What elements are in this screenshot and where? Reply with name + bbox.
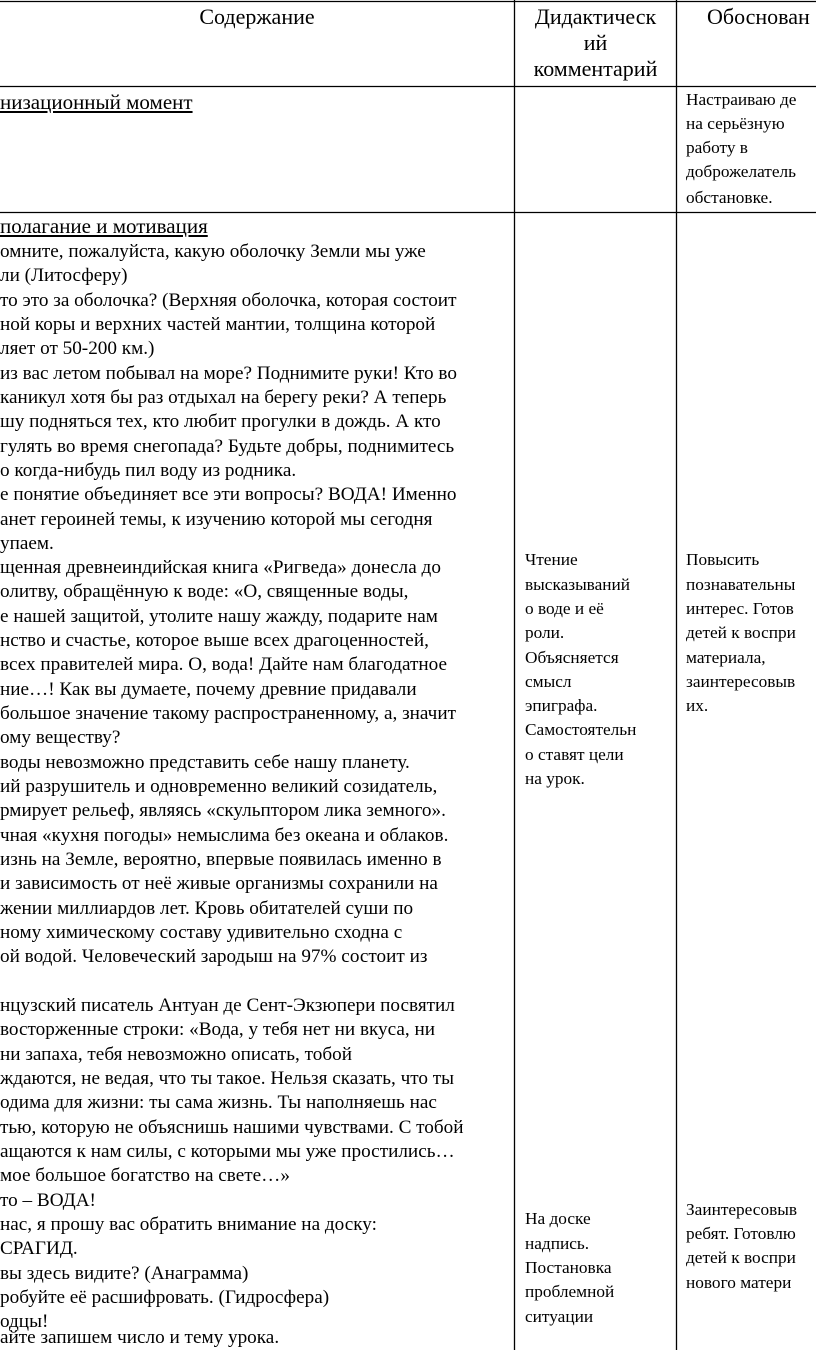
- comment-line: Постановка: [525, 1258, 612, 1277]
- content-line: рмирует рельеф, являясь «скульптором лика земного».: [0, 800, 446, 821]
- content-line: то – ВОДА!: [0, 1190, 96, 1211]
- row1-content: низационный момент: [0, 90, 193, 114]
- comment-line: на урок.: [525, 769, 585, 788]
- header-justification-label: Обоснован: [707, 4, 810, 29]
- content-line: е нашей защитой, утолите нашу жажду, подарите нам: [0, 606, 438, 627]
- row2-title: полагание и мотивация: [0, 214, 208, 238]
- content-line: ждаются, не ведая, что ты такое. Нельзя сказать, что ты: [0, 1068, 455, 1089]
- comment-line: эпиграфа.: [525, 696, 598, 715]
- content-line: изнь на Земле, вероятно, впервые появилась именно в: [0, 849, 442, 870]
- content-line: и зависимость от неё живые организмы сохранили на: [0, 873, 438, 894]
- content-line: айте запишем число и тему урока.: [0, 1327, 280, 1348]
- justification-line: интерес. Готов: [686, 599, 794, 618]
- content-line: восторженные строки: «Вода, у тебя нет ни вкуса, ни: [0, 1019, 436, 1040]
- content-line: одцы!: [0, 1311, 49, 1332]
- header-justification: [677, 4, 816, 30]
- header-didactic-line: комментарий: [533, 56, 658, 81]
- content-line: ни запаха, тебя невозможно описать, тобой: [0, 1044, 352, 1065]
- content-line: ащаются к нам силы, с которыми мы уже простились…: [0, 1141, 455, 1162]
- content-line: нас, я прошу вас обратить внимание на доску:: [0, 1214, 377, 1235]
- content-line: е понятие объединяет все эти вопросы? ВОДА! Именно: [0, 484, 457, 505]
- content-line: нцузский писатель Антуан де Сент-Экзюпери посвятил: [0, 995, 455, 1016]
- content-line: всех правителей мира. О, вода! Дайте нам благодатное: [0, 654, 447, 675]
- comment-line: роли.: [525, 623, 565, 642]
- comment-line: смысл: [525, 672, 572, 691]
- content-line: ому веществу?: [0, 727, 121, 748]
- header-didactic-line: Дидактическ: [534, 4, 657, 29]
- content-line: ние…! Как вы думаете, почему древние придавали: [0, 679, 417, 700]
- header-content-label: Содержание: [199, 4, 315, 29]
- content-line: щенная древнеиндийская книга «Ригведа» донесла до: [0, 557, 441, 578]
- comment-line: проблемной: [525, 1282, 615, 1301]
- content-line: ляет от 50-200 км.): [0, 338, 155, 359]
- content-line: о когда-нибудь пил воду из родника.: [0, 460, 297, 481]
- comment-line: надпись.: [525, 1234, 590, 1253]
- content-line: мое большое богатство на свете…»: [0, 1165, 290, 1186]
- content-line: жении миллиардов лет. Кровь обитателей суши по: [0, 898, 414, 919]
- content-line: ли (Литосферу): [0, 265, 128, 286]
- content-line: то это за оболочка? (Верхняя оболочка, которая состоит: [0, 290, 457, 311]
- content-line: ному химическому составу удивительно сходна с: [0, 922, 403, 943]
- justification-line: материала,: [686, 648, 766, 667]
- row1-justification-line: доброжелатель: [686, 162, 797, 181]
- justification-line: познавательны: [686, 575, 796, 594]
- comment-line: На доске: [525, 1209, 591, 1228]
- row1-justification-line: обстановке.: [686, 188, 773, 207]
- content-line: чная «кухня погоды» немыслима без океана и облаков.: [0, 825, 449, 846]
- content-line: воды невозможно представить себе нашу планету.: [0, 752, 410, 773]
- content-line: омните, пожалуйста, какую оболочку Земли мы уже: [0, 241, 426, 262]
- content-line: робуйте её расшифровать. (Гидросфера): [0, 1287, 330, 1308]
- content-line: из вас летом побывал на море? Поднимите руки! Кто во: [0, 363, 457, 384]
- comment-line: о ставят цели: [525, 745, 624, 764]
- justification-line: детей к воспри: [686, 623, 796, 642]
- content-line: большое значение такому распространенному, а, значит: [0, 703, 456, 724]
- justification-line: нового матери: [686, 1273, 792, 1292]
- content-line: нство и счастье, которое выше всех драгоценностей,: [0, 630, 429, 651]
- comment-line: высказываний: [525, 575, 631, 594]
- header-didactic-line: ий: [583, 30, 608, 55]
- justification-line: Заинтересовыв: [686, 1200, 798, 1219]
- content-line: каникул хотя бы раз отдыхал на берегу реки? А теперь: [0, 387, 447, 408]
- row1-justification-line: работу в: [686, 138, 748, 157]
- content-line: одима для жизни: ты сама жизнь. Ты наполняешь нас: [0, 1092, 437, 1113]
- header-didactic-comment: [515, 4, 676, 82]
- content-line: СРАГИД.: [0, 1238, 78, 1259]
- comment-line: Самостоятельн: [525, 720, 637, 739]
- content-line: тью, которую не объяснишь нашими чувствами. С тобой: [0, 1117, 464, 1138]
- content-line: ий разрушитель и одновременно великий созидатель,: [0, 776, 438, 797]
- comment-line: Чтение: [525, 550, 578, 569]
- content-line: гулять во время снегопада? Будьте добры, поднимитесь: [0, 436, 455, 457]
- row1-justification-line: Настраиваю де: [686, 90, 797, 109]
- content-line: вы здесь видите? (Анаграмма): [0, 1263, 249, 1284]
- content-line: олитву, обращённую к воде: «О, священные воды,: [0, 581, 409, 602]
- justification-line: детей к воспри: [686, 1248, 796, 1267]
- header-content: [0, 4, 514, 30]
- comment-line: о воде и её: [525, 599, 604, 618]
- comment-line: ситуации: [525, 1307, 594, 1326]
- content-line: анет героиней темы, к изучению которой мы сегодня: [0, 509, 433, 530]
- justification-line: заинтересовыв: [686, 672, 796, 691]
- content-line: упаем.: [0, 533, 54, 554]
- justification-line: Повысить: [686, 550, 760, 569]
- content-line: ой водой. Человеческий зародыш на 97% состоит из: [0, 946, 428, 967]
- content-line: ной коры и верхних частей мантии, толщина которой: [0, 314, 436, 335]
- content-line: шу подняться тех, кто любит прогулки в дождь. А кто: [0, 411, 441, 432]
- comment-line: Объясняется: [525, 648, 619, 667]
- justification-line: их.: [686, 696, 709, 715]
- row1-justification-line: на серьёзную: [686, 114, 785, 133]
- justification-line: ребят. Готовлю: [686, 1224, 796, 1243]
